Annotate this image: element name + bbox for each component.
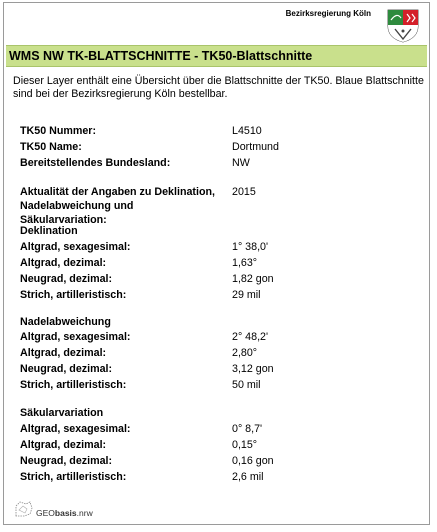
section-title-nadelabweichung: Nadelabweichung xyxy=(20,316,111,328)
organization-name: Bezirksregierung Köln xyxy=(285,9,371,18)
row-value: 29 mil xyxy=(232,289,261,301)
section-title-deklination: Deklination xyxy=(20,225,78,237)
row-label: Strich, artilleristisch: xyxy=(20,379,127,391)
row-label: Aktualität der Angaben zu Deklination, Nadelabweichung und Säkularvariation: xyxy=(20,186,215,226)
nrw-coat-of-arms-icon xyxy=(385,8,421,44)
geobasis-logo-icon xyxy=(14,500,34,518)
row-value: L4510 xyxy=(232,125,262,137)
row-value: NW xyxy=(232,157,250,169)
section-title-saekularvariation: Säkularvariation xyxy=(20,407,104,419)
row-label: Bereitstellendes Bundesland: xyxy=(20,157,171,169)
row-value: 1,82 gon xyxy=(232,273,274,285)
row-value: 2° 48,2' xyxy=(232,331,269,343)
row-label: Altgrad, dezimal: xyxy=(20,347,107,359)
geobasis-logo xyxy=(14,500,93,518)
row-label: Neugrad, dezimal: xyxy=(20,273,113,285)
row-value: 50 mil xyxy=(232,379,261,391)
layer-description: Dieser Layer enthält eine Übersicht über die Blattschnitte der TK50. Blaue Blattschnitte sind bei der Bezirksregierung Köln bestellbar. xyxy=(13,75,424,100)
row-value: Dortmund xyxy=(232,141,279,153)
row-label: Neugrad, dezimal: xyxy=(20,455,113,467)
row-label: Altgrad, dezimal: xyxy=(20,257,107,269)
geobasis-logo-text: GEObasis.nrw xyxy=(36,508,93,518)
row-label: TK50 Nummer: xyxy=(20,125,97,137)
row-value: 0° 8,7' xyxy=(232,423,263,435)
row-value: 2015 xyxy=(232,186,256,198)
layer-title: WMS NW TK-BLATTSCHNITTE - TK50-Blattschnitte xyxy=(6,45,427,67)
row-label: Strich, artilleristisch: xyxy=(20,289,127,301)
feature-info-panel xyxy=(3,2,430,525)
row-value: 1,63° xyxy=(232,257,258,269)
row-value: 2,6 mil xyxy=(232,471,264,483)
row-label: Altgrad, sexagesimal: xyxy=(20,423,131,435)
row-label: Strich, artilleristisch: xyxy=(20,471,127,483)
row-value: 1° 38,0' xyxy=(232,241,269,253)
row-value: 2,80° xyxy=(232,347,258,359)
row-label: Altgrad, sexagesimal: xyxy=(20,331,131,343)
row-label: Altgrad, sexagesimal: xyxy=(20,241,131,253)
row-value: 0,15° xyxy=(232,439,258,451)
row-value: 3,12 gon xyxy=(232,363,274,375)
row-label: Neugrad, dezimal: xyxy=(20,363,113,375)
row-label: Altgrad, dezimal: xyxy=(20,439,107,451)
row-label: TK50 Name: xyxy=(20,141,82,153)
row-value: 0,16 gon xyxy=(232,455,274,467)
